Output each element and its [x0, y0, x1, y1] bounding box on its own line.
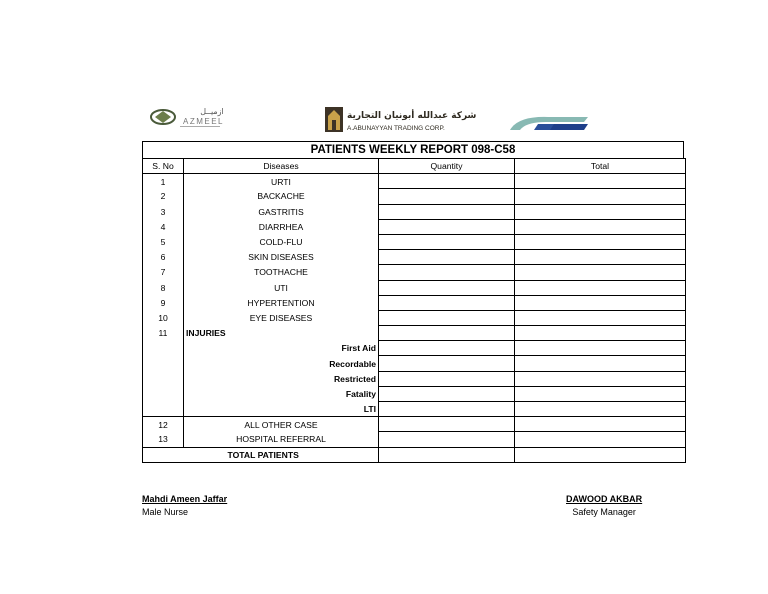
table-row: [143, 280, 686, 295]
row-disease: ALL OTHER CASE: [244, 419, 318, 430]
table-row: [143, 204, 686, 219]
table-row: [143, 265, 686, 280]
row-disease: HYPERTENTION: [247, 297, 315, 308]
row-disease: UTI: [274, 282, 288, 293]
quantity-cell[interactable]: [379, 295, 515, 310]
manager-name: DAWOOD AKBAR: [566, 494, 643, 504]
table-row: [143, 417, 686, 432]
total-cell[interactable]: [515, 174, 686, 189]
quantity-cell[interactable]: [379, 326, 515, 341]
row-disease: BACKACHE: [257, 191, 305, 202]
svg-text:AZMEEL: AZMEEL: [183, 117, 225, 126]
injury-subrow: [143, 402, 686, 417]
injury-fatality: Fatality: [184, 386, 379, 401]
quantity-cell[interactable]: [379, 356, 515, 371]
table-row: [143, 250, 686, 265]
row-no: 10: [143, 310, 184, 325]
total-cell[interactable]: [515, 326, 686, 341]
nurse-name: Mahdi Ameen Jaffar: [142, 494, 228, 504]
table-row: [143, 189, 686, 204]
injury-lti: LTI: [184, 402, 379, 417]
total-cell[interactable]: [515, 280, 686, 295]
injury-subrow: [143, 386, 686, 401]
injury-subrow: [143, 341, 686, 356]
quantity-cell[interactable]: [379, 250, 515, 265]
row-no: 6: [143, 250, 184, 265]
total-patients-row: [143, 447, 686, 462]
row-no: 3: [143, 204, 184, 219]
row-disease: GASTRITIS: [258, 206, 304, 217]
quantity-cell[interactable]: [379, 174, 515, 189]
header-quantity: Quantity: [379, 159, 515, 174]
report-title: PATIENTS WEEKLY REPORT 098-C58: [142, 141, 684, 158]
injury-first-aid: First Aid: [184, 341, 379, 356]
signature-left: [142, 494, 227, 517]
table-row: [143, 174, 686, 189]
row-disease: COLD-FLU: [259, 237, 303, 248]
quantity-cell[interactable]: [379, 310, 515, 325]
total-total-cell[interactable]: [515, 447, 686, 462]
injury-restricted: Restricted: [184, 371, 379, 386]
table-row: [143, 219, 686, 234]
header-total: Total: [515, 159, 686, 174]
total-cell[interactable]: [515, 219, 686, 234]
row-no: 5: [143, 234, 184, 249]
total-cell[interactable]: [515, 341, 686, 356]
total-cell[interactable]: [515, 234, 686, 249]
svg-text:ازميــل: ازميــل: [200, 107, 224, 116]
row-disease: HOSPITAL REFERRAL: [236, 434, 326, 445]
total-cell[interactable]: [515, 204, 686, 219]
abunayyan-logo: [325, 106, 495, 134]
table-row: [143, 234, 686, 249]
row-no: 11: [143, 326, 184, 341]
row-no: 8: [143, 280, 184, 295]
quantity-cell[interactable]: [379, 189, 515, 204]
total-cell[interactable]: [515, 250, 686, 265]
row-disease: DIARRHEA: [258, 221, 304, 232]
quantity-cell[interactable]: [379, 371, 515, 386]
company-logo-right: [508, 112, 590, 134]
total-cell[interactable]: [515, 310, 686, 325]
total-cell[interactable]: [515, 371, 686, 386]
quantity-cell[interactable]: [379, 417, 515, 432]
svg-text:A.ABUNAYYAN TRADING CORP.: A.ABUNAYYAN TRADING CORP.: [347, 125, 445, 132]
quantity-cell[interactable]: [379, 204, 515, 219]
row-no: 7: [143, 265, 184, 280]
total-cell[interactable]: [515, 417, 686, 432]
azmeel-logo: [150, 104, 250, 134]
total-cell[interactable]: [515, 432, 686, 447]
total-cell[interactable]: [515, 386, 686, 401]
quantity-cell[interactable]: [379, 234, 515, 249]
total-cell[interactable]: [515, 265, 686, 280]
row-no: 9: [143, 295, 184, 310]
quantity-cell[interactable]: [379, 341, 515, 356]
header-sno: S. No: [143, 159, 184, 174]
svg-text:شركة عبدالله أبونيان التجارية: شركة عبدالله أبونيان التجارية: [347, 111, 477, 121]
manager-title: Safety Manager: [572, 507, 636, 517]
signature-right: [566, 494, 642, 517]
row-disease: SKIN DISEASES: [248, 252, 314, 263]
injuries-label: INJURIES: [186, 328, 226, 339]
injury-recordable: Recordable: [184, 356, 379, 371]
header-diseases: Diseases: [184, 159, 379, 174]
quantity-cell[interactable]: [379, 386, 515, 401]
injury-subrow: [143, 356, 686, 371]
row-disease: EYE DISEASES: [249, 312, 313, 323]
injury-subrow: [143, 371, 686, 386]
row-disease: TOOTHACHE: [254, 267, 308, 278]
total-cell[interactable]: [515, 402, 686, 417]
nurse-title: Male Nurse: [142, 507, 189, 517]
row-no: 4: [143, 219, 184, 234]
row-no: 2: [143, 189, 184, 204]
total-patients-label: TOTAL PATIENTS: [184, 447, 379, 462]
quantity-cell[interactable]: [379, 265, 515, 280]
quantity-cell[interactable]: [379, 219, 515, 234]
table-row: [143, 310, 686, 325]
patients-report-table: [142, 158, 686, 463]
injuries-row: [143, 326, 686, 341]
row-disease: URTI: [271, 176, 291, 187]
table-header-row: [143, 159, 686, 174]
total-cell[interactable]: [515, 295, 686, 310]
quantity-cell[interactable]: [379, 280, 515, 295]
table-row: [143, 432, 686, 447]
row-no: 12: [143, 417, 184, 432]
row-no: 13: [143, 432, 184, 447]
total-cell[interactable]: [515, 189, 686, 204]
quantity-cell[interactable]: [379, 432, 515, 447]
table-row: [143, 295, 686, 310]
total-cell[interactable]: [515, 356, 686, 371]
quantity-cell[interactable]: [379, 402, 515, 417]
row-no: 1: [143, 174, 184, 189]
total-quantity-cell[interactable]: [379, 447, 515, 462]
